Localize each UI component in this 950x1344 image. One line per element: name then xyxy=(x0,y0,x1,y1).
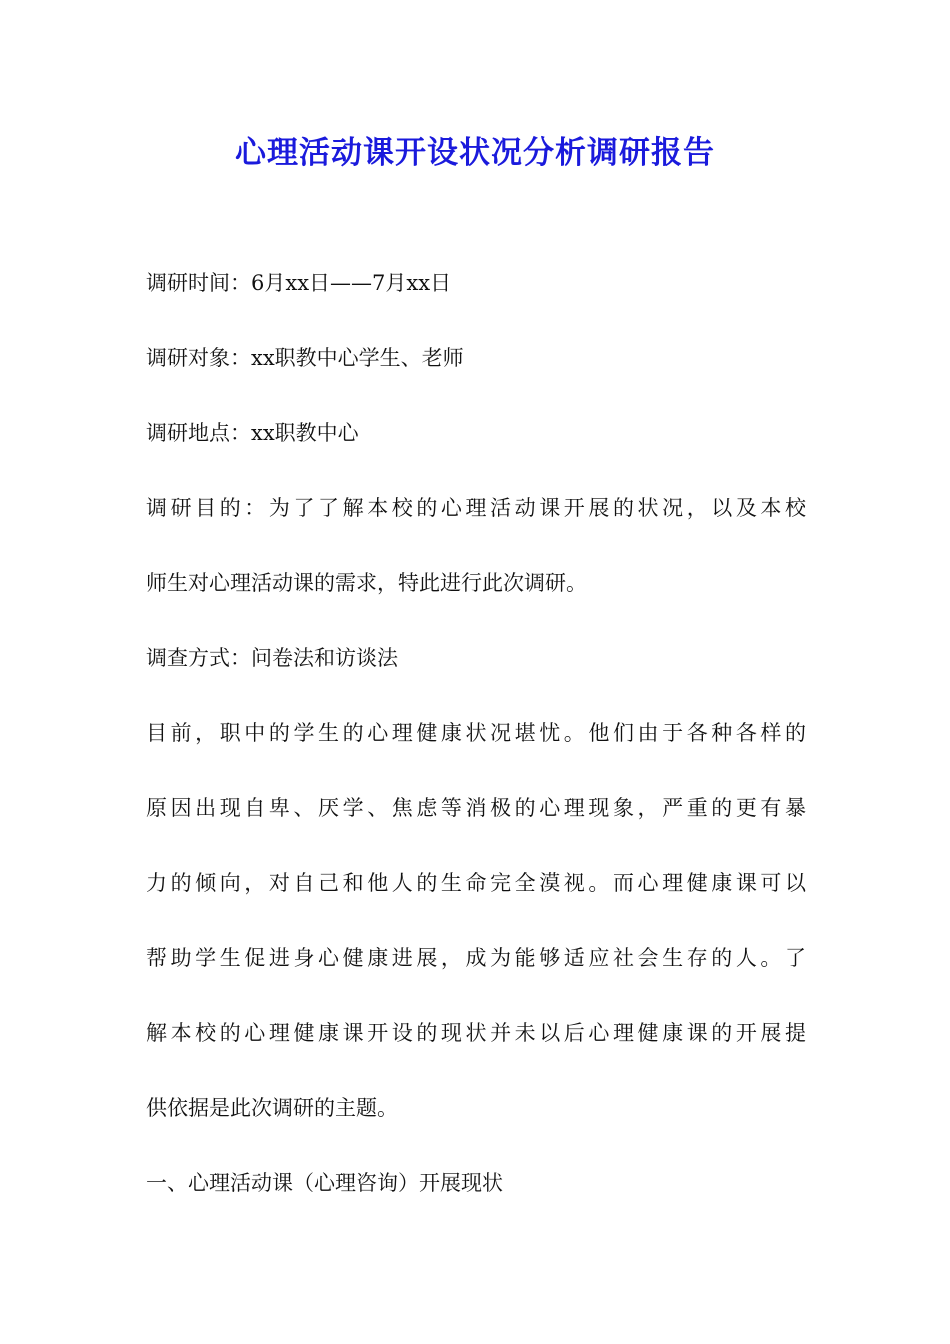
research-location-line: 调研地点：xx职教中心 xyxy=(146,421,359,445)
research-subject-line: 调研对象：xx职教中心学生、老师 xyxy=(146,346,464,370)
body-paragraph-line-1: 目前，职中的学生的心理健康状况堪忧。他们由于各种各样的 xyxy=(146,721,806,745)
research-purpose-line-1: 调研目的：为了了解本校的心理活动课开展的状况，以及本校 xyxy=(146,496,806,520)
body-paragraph-line-6: 供依据是此次调研的主题。 xyxy=(146,1096,398,1120)
section-heading-1: 一、心理活动课（心理咨询）开展现状 xyxy=(146,1171,503,1195)
research-time-line: 调研时间：6月xx日——7月xx日 xyxy=(146,271,452,295)
body-paragraph-line-5: 解本校的心理健康课开设的现状并未以后心理健康课的开展提 xyxy=(146,1021,806,1045)
research-purpose-line-2: 师生对心理活动课的需求，特此进行此次调研。 xyxy=(146,571,587,595)
survey-method-line: 调查方式：问卷法和访谈法 xyxy=(146,646,398,670)
document-title: 心理活动课开设状况分析调研报告 xyxy=(235,135,715,171)
body-paragraph-line-2: 原因出现自卑、厌学、焦虑等消极的心理现象，严重的更有暴 xyxy=(146,796,806,820)
body-paragraph-line-3: 力的倾向，对自己和他人的生命完全漠视。而心理健康课可以 xyxy=(146,871,806,895)
body-paragraph-line-4: 帮助学生促进身心健康进展，成为能够适应社会生存的人。了 xyxy=(146,946,806,970)
